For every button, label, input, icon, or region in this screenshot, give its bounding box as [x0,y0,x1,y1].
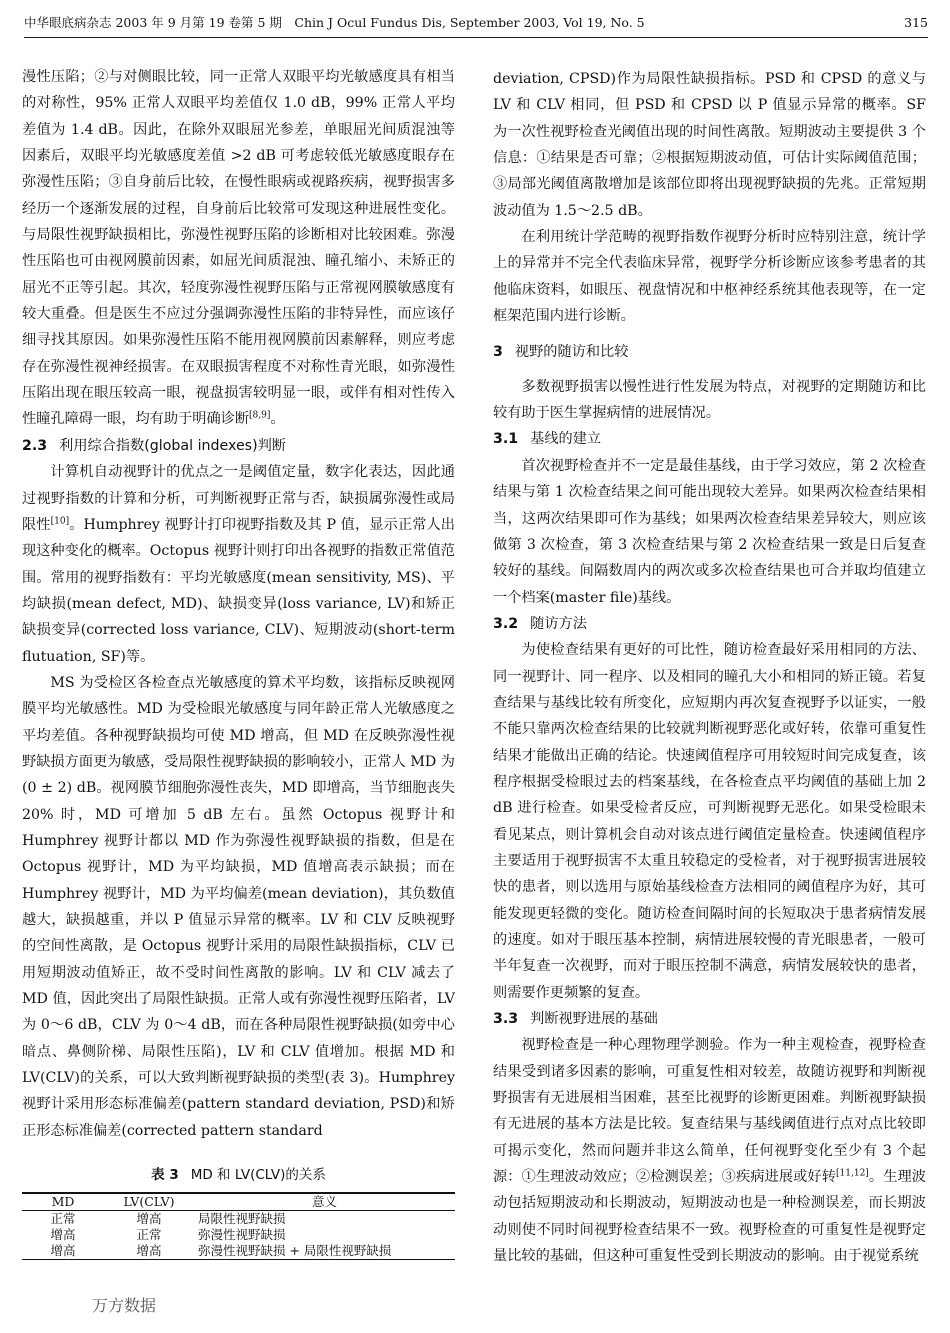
journal-citation: 中华眼底病杂志 2003 年 9 月第 19 卷第 5 期 Chin J Ocul Fundus Dis, September 2003, Vol 19, No. 5 [24,15,645,30]
table-cell: 增高 [50,1243,76,1259]
citation-ref: [8,9] [249,410,271,421]
table-header-row [22,1193,455,1211]
section-heading-3-2: 3.2 随访方法 [493,615,587,632]
table-cell: 局限性视野缺损 [198,1211,286,1227]
section-heading-3-3: 3.3 判断视野进展的基础 [493,1011,658,1028]
table-cell: 增高 [136,1211,162,1227]
table-header-cell: 意义 [311,1194,337,1210]
running-header [24,12,928,38]
paragraph-continued: deviation, CPSD)作为局限性缺损指标。PSD 和 CPSD 的意义与 LV 和 CLV 相同，但 PSD 和 CPSD 以 P 值显示异常的概率。SF 为一次性视野检查光阈值出现的时间性离散。短期波动主要提供 3 个信息：①结果是否可靠；②根据短期波动值，可估计实际阈值范围；③局部光阈值离散增加是该部位即将出现视野缺损的先兆。正常短期波动值为 1.5～2.5 dB。 [493,71,926,219]
citation-ref: [11,12] [836,1168,869,1179]
table-header-cell: LV(CLV) [123,1194,175,1210]
page-number: 315 [904,15,928,30]
paragraph-progression-basis: 视野检查是一种心理物理学测验。作为一种主观检查，视野检查结果受到诸多因素的影响，可重复性相对较差，故随访视野和判断视野损害有无进展相当困难，甚至比视野的诊断更困难。判断视野缺损有无进展的基本方法是比较。复查结果与基线阈值进行点对点比较即可揭示变化，然而问题并非这么简单，任何视野变化至少有 3 个起源：①生理波动效应；②检测误差；③疾病进展或好转[11,12]。生理波动包括短期波动和长期波动，短期波动也是一种检测误差，而长期波动则使不同时间视野检查结果不一致。视野检查的可重复性是视野定量比较的基础，但这种可重复性受到长期波动的影响。由于视觉系统 [493,1037,926,1265]
paragraph-global-indexes: 计算机自动视野计的优点之一是阈值定量，数字化表达，因此通过视野指数的计算和分析，可判断视野正常与否，缺损属弥漫性或局限性[10]。Humphrey 视野计打印视野指数及其 P 值，显示正常人出现这种变化的概率。Octopus 视野计则打印出各视野的指数正常值范围。常用的视野指数有：平均光敏感度(mean sensitivity, MS)、平均缺损(mean defect, MD)、缺损变异(loss variance, LV)和矫正缺损变异(corrected loss variance, CLV)、短期波动(short-term flutuation, SF)等。 [22,464,455,665]
table-cell: 弥漫性视野缺损 + 局限性视野缺损 [198,1243,392,1259]
section-heading-3-1: 3.1 基线的建立 [493,431,602,448]
right-column [493,66,926,1269]
section-heading-2-3: 2.3 利用综合指数(global indexes)判断 [22,437,286,454]
table-row [22,1227,455,1243]
watermark: 万方数据 [92,1296,157,1315]
table-header-cell: MD [51,1194,75,1210]
table-cell: 正常 [136,1227,162,1243]
table-cell: 弥漫性视野缺损 [198,1227,286,1243]
table-caption: 表 3 MD 和 LV(CLV)的关系 [151,1167,326,1184]
section-heading-3: 3 视野的随访和比较 [493,344,629,361]
md-lv-table [22,1192,455,1260]
paragraph-baseline: 首次视野检查并不一定是最佳基线，由于学习效应，第 2 次检查结果与第 1 次检查结果之间可能出现较大差异。如果两次检查结果相当，这两次结果即可作为基线；如果两次检查结果差异较大，则应该做第 3 次检查，第 3 次检查结果与第 2 次检查结果一致是日后复查较好的基线。间隔数周内的两次或多次检查结果也可合并取均值建立一个档案(master file)基线。 [493,457,926,606]
left-column [22,64,455,1260]
table-row [22,1211,455,1228]
table-cell: 增高 [50,1227,76,1243]
paragraph-follow-up-method: 为使检查结果有更好的可比性，随访检查最好采用相同的方法、同一视野计、同一程序、以及相同的瞳孔大小和相同的矫正镜。若复查结果与基线比较有所变化，应短期内再次复查视野予以证实，一般不能只靠两次检查结果的比较就判断视野恶化或好转，依靠可重复性结果才能做出正确的结论。快速阈值程序可用较短时间完成复查，该程序根据受检眼过去的档案基线，在各检查点平均阈值的基础上加 2 dB 进行检查。如果受检者反应，可判断视野无恶化。如果受检眼未看见某点，则计算机会自动对该点进行阈值定量检查。快速阈值程序主要适用于视野损害不太重且较稳定的受检者，对于视野损害进展较快的患者，则以选用与原始基线检查方法相同的阈值程序为好，其可能发现更轻微的变化。随访检查间隔时间的长短取决于患者病情发展的速度。如对于眼压基本控制，病情进展较慢的青光眼患者，一般可半年复查一次视野，而对于眼压控制不满意，病情发展较快的患者，则需要作更频繁的复查。 [493,642,926,1001]
table-cell: 增高 [136,1243,162,1259]
paragraph-statistics-note: 在利用统计学范畴的视野指数作视野分析时应特别注意，统计学上的异常并不完全代表临床异常，视野学分析诊断应该参考患者的其他临床资料，如眼压、视盘情况和中枢神经系统其他表现等，在一定框架范围内进行诊断。 [493,229,926,325]
citation-ref: [10] [50,516,70,527]
paragraph-ms-md: MS 为受检区各检查点光敏感度的算术平均数，该指标反映视网膜平均光敏感性。MD 为受检眼光敏感度与同年龄正常人光敏感度之平均差值。各种视野缺损均可使 MD 增高，但 MD 在反映弥漫性视野缺损方面更为敏感，受局限性视野缺损的影响较小，正常人 MD 为(0 ± 2) dB。视网膜节细胞弥漫性丧失，MD 即增高，当节细胞丧失 20% 时，MD 可增加 5 dB 左右。虽然 Octopus 视野计和 Humphrey 视野计都以 MD 作为弥漫性视野缺损的指数，但是在 Octopus 视野计，MD 为平均缺损，MD 值增高表示缺损；而在 Humphrey 视野计，MD 为平均偏差(mean deviation)，其负数值越大，缺损越重，并以 P 值显示异常的概率。LV 和 CLV 反映视野的空间性离散，是 Octopus 视野计采用的局限性缺损指标，CLV 已用短期波动值矫正，故不受时间性离散的影响。LV 和 CLV 减去了 MD 值，因此突出了局限性缺损。正常人或有弥漫性视野压陷者，LV 为 0～6 dB，CLV 为 0～4 dB，而在各种局限性视野缺损(如旁中心暗点、鼻侧阶梯、局限性压陷)，LV 和 CLV 值增加。根据 MD 和 LV(CLV)的关系，可以大致判断视野缺损的类型(表 3)。Humphrey 视野计采用形态标准偏差(pattern standard deviation, PSD)和矫正形态标准偏差(corrected pattern standard [22,674,455,1139]
table-row [22,1243,455,1260]
table-3 [22,1164,455,1260]
paragraph-continued: 漫性压陷；②与对侧眼比较，同一正常人双眼平均光敏感度具有相当的对称性，95% 正常人双眼平均差值仅 1.0 dB，99% 正常人平均差值为 1.4 dB。因此，在除外双眼屈光参差，单眼屈光间质混浊等因素后，双眼平均光敏感度差值 >2 dB 可考虑较低光敏感度眼存在弥漫性压陷；③自身前后比较，在慢性眼病或视路疾病，视野损害多经历一个逐渐发展的过程，自身前后比较常可发现这种进展性变化。与局限性视野缺损相比，弥漫性视野压陷的诊断相对比较困难。弥漫性压陷也可由视网膜前因素，如屈光间质混浊、瞳孔缩小、未矫正的屈光不正等引起。其次，轻度弥漫性视野压陷与正常视网膜敏感度有较大重叠。但是医生不应过分强调弥漫性压陷的非特异性，而应该仔细寻找其原因。如果弥漫性压陷不能用视网膜前因素解释，则应考虑存在弥漫性视神经损害。在双眼损害程度不对称性青光眼，如弥漫性压陷出现在眼压较高一眼，视盘损害较明显一眼，或伴有相对性传入性瞳孔障碍一眼，均有助于明确诊断[8,9]。 [22,69,455,428]
paragraph-follow-up-intro: 多数视野损害以慢性进行性发展为特点，对视野的定期随访和比较有助于医生掌握病情的进展情况。 [493,378,926,422]
table-cell: 正常 [50,1211,76,1227]
